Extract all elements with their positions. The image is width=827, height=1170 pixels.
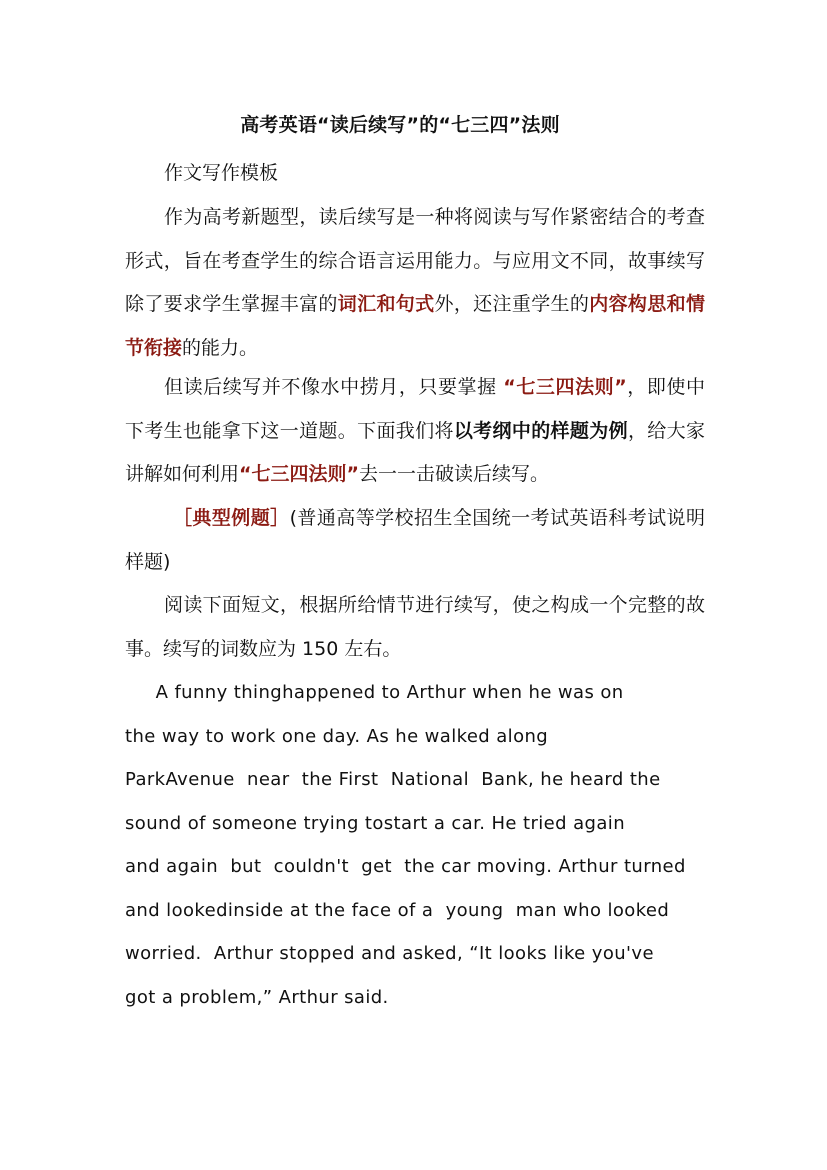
instruction-paragraph: 阅读下面短文，根据所给情节进行续写，使之构成一个完整的故事。续写的词数应为 150 左右。 — [125, 594, 705, 660]
example-source: (普通高等学校招生全国统一考试英语科考试说明样题) — [125, 507, 705, 573]
intro-paragraph — [125, 196, 705, 370]
rule-highlight-2: “七三四法则” — [239, 463, 359, 485]
intro-text-3: 的能力。 — [182, 336, 259, 359]
subtitle: 作文写作模板 — [164, 162, 279, 184]
passage-line: and again but couldn't get the car moving. Arthur turned — [125, 856, 686, 877]
rule-paragraph — [125, 366, 705, 497]
example-label: ［典型例题］ — [173, 507, 290, 529]
passage-line: sound of someone trying tostart a car. He tried again — [125, 812, 626, 834]
rule-text-1: 但读后续写并不像水中捞月，只要掌握 — [164, 376, 504, 398]
rule-bold-example: 以考纲中的样题为例 — [453, 419, 628, 442]
story-passage — [125, 671, 725, 1019]
rule-text-4: 去一一击破读后续写。 — [359, 463, 550, 485]
rule-text-2: ，即使中下考生也能拿下这一道题。下面我们将 — [125, 376, 705, 442]
rule-highlight-1: “七三四法则” — [503, 376, 627, 398]
passage-line: the way to work one day. As he walked along — [125, 725, 549, 747]
intro-highlight-content: 内容构思和情节衔接 — [125, 293, 705, 359]
passage-line: A funny thinghappened to Arthur when he was on — [125, 682, 624, 703]
passage-line: and lookedinside at the face of a young man who looked — [125, 899, 670, 921]
example-paragraph — [125, 497, 705, 584]
passage-line: ParkAvenue near the First National Bank, he heard the — [125, 769, 661, 790]
intro-highlight-vocab: 词汇和句式 — [337, 293, 435, 315]
rule-text-3: ，给大家讲解如何利用 — [125, 419, 705, 485]
passage-line: got a problem,” Arthur said. — [125, 986, 389, 1008]
intro-text-1: 作为高考新题型，读后续写是一种将阅读与写作紧密结合的考查形式，旨在考查学生的综合语言运用能力。与应用文不同，故事续写除了要求学生掌握丰富的 — [125, 206, 705, 315]
intro-text-2: 外，还注重学生的 — [434, 293, 590, 315]
page-title: 高考英语“读后续写”的“七三四”法则 — [240, 114, 560, 136]
passage-line: worried. Arthur stopped and asked, “It looks like you've — [125, 943, 654, 964]
